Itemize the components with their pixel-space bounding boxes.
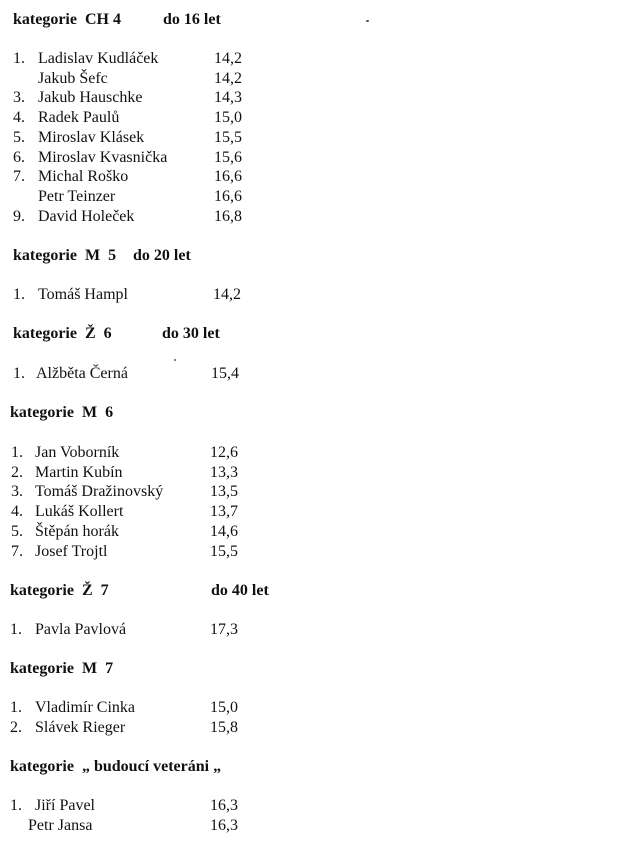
rank-number: 1. (10, 797, 22, 814)
competitor-name: Josef Trojtl (35, 542, 108, 560)
result-time: 15,8 (210, 718, 238, 736)
category-heading (10, 404, 113, 422)
rank-number: 7. (11, 542, 23, 560)
competitor-name: Miroslav Kvasnička (38, 148, 168, 166)
category-heading (10, 582, 269, 600)
result-time: 14,2 (214, 69, 242, 87)
rank-number: 1. (10, 699, 22, 716)
rank-number: 1. (13, 286, 25, 303)
result-row (10, 698, 250, 718)
result-row (10, 816, 250, 836)
result-row (13, 167, 254, 187)
result-row (13, 148, 254, 168)
result-row (13, 285, 253, 305)
rank-number: 1. (11, 444, 23, 461)
rank-number: 1. (13, 50, 25, 67)
rank-number: 7. (13, 168, 25, 186)
result-row (10, 620, 250, 640)
result-row (11, 502, 250, 522)
result-row (13, 128, 254, 148)
category-age-range: do 16 let (163, 11, 221, 28)
result-row (11, 443, 250, 463)
category-heading (13, 325, 220, 343)
result-row (13, 49, 254, 69)
result-time: 16,6 (214, 187, 242, 205)
category-title: kategorie CH 4 (13, 11, 121, 28)
category-age-range: do 20 let (133, 247, 191, 264)
rank-number: 1. (13, 365, 25, 382)
result-row (13, 108, 254, 128)
competitor-name: David Holeček (38, 207, 135, 225)
result-time: 16,3 (210, 816, 238, 834)
category-title: kategorie M 7 (10, 660, 114, 677)
competitor-name: Jiří Pavel (35, 797, 95, 814)
result-row (10, 796, 250, 816)
result-row (13, 364, 251, 384)
rank-number: 2. (10, 718, 22, 736)
category-title: kategorie M 5 (13, 247, 117, 264)
category-age-range: do 40 let (211, 582, 269, 599)
rank-number: 1. (10, 621, 22, 638)
competitor-name: Jakub Šefc (38, 69, 108, 87)
category-heading (10, 758, 221, 776)
result-row (11, 463, 250, 483)
competitor-name: Miroslav Klásek (38, 128, 145, 146)
competitor-name: Jan Voborník (35, 444, 120, 461)
result-time: 15,5 (214, 128, 242, 146)
competitor-name: Pavla Pavlová (35, 621, 127, 638)
category-age-range: do 30 let (162, 325, 220, 342)
result-row (10, 718, 250, 738)
category-heading (13, 247, 191, 265)
competitor-name: Michal Roško (38, 168, 129, 186)
result-time: 16,8 (214, 207, 242, 225)
competitor-name: Ladislav Kudláček (38, 50, 159, 67)
result-time: 15,0 (214, 109, 242, 127)
competitor-name: Martin Kubín (35, 463, 123, 481)
result-time: 13,3 (210, 463, 238, 481)
result-time: 16,3 (210, 797, 238, 814)
competitor-name: Petr Teinzer (38, 187, 116, 205)
competitor-name: Petr Jansa (28, 816, 93, 834)
competitor-name: Lukáš Kollert (35, 503, 124, 521)
rank-number: 3. (13, 89, 25, 107)
competitor-name: Slávek Rieger (35, 718, 126, 736)
result-time: 16,6 (214, 168, 242, 186)
result-time: 13,5 (210, 483, 238, 501)
competitor-name: Alžběta Černá (36, 365, 128, 382)
result-time: 15,6 (214, 148, 242, 166)
result-time: 14,6 (210, 522, 238, 540)
rank-number: 6. (13, 148, 25, 166)
result-time: 12,6 (210, 444, 238, 461)
rank-number: 5. (13, 128, 25, 146)
category-heading (10, 660, 113, 678)
result-row (13, 207, 254, 227)
result-time: 15,4 (211, 365, 239, 382)
category-title: kategorie Ž 7 (10, 582, 109, 599)
category-title: kategorie M 6 (10, 404, 114, 421)
result-row (11, 522, 250, 542)
competitor-name: Tomáš Hampl (38, 286, 128, 303)
result-time: 14,3 (214, 89, 242, 107)
scan-speck (174, 359, 176, 361)
rank-number: 4. (11, 503, 23, 521)
category-title: kategorie „ budoucí veteráni „ (10, 758, 222, 775)
result-time: 14,2 (214, 50, 242, 67)
result-row (11, 482, 250, 502)
result-time: 14,2 (213, 286, 241, 303)
rank-number: 2. (11, 463, 23, 481)
result-row (11, 542, 250, 562)
category-title: kategorie Ž 6 (13, 325, 112, 342)
competitor-name: Radek Paulů (38, 109, 120, 127)
result-row (13, 187, 254, 207)
competitor-name: Jakub Hauschke (38, 89, 143, 107)
result-row (13, 88, 254, 108)
rank-number: 9. (13, 207, 25, 225)
result-time: 17,3 (210, 621, 238, 638)
competitor-name: Tomáš Dražinovský (35, 483, 164, 501)
rank-number: 4. (13, 109, 25, 127)
competitor-name: Vladimír Cinka (35, 699, 135, 716)
scan-speck (366, 20, 369, 22)
competitor-name: Štěpán horák (35, 522, 119, 540)
result-time: 13,7 (210, 503, 238, 521)
category-heading (13, 11, 221, 29)
result-time: 15,5 (210, 542, 238, 560)
rank-number: 5. (11, 522, 23, 540)
rank-number: 3. (11, 483, 23, 501)
result-time: 15,0 (210, 699, 238, 716)
result-row (13, 69, 254, 89)
